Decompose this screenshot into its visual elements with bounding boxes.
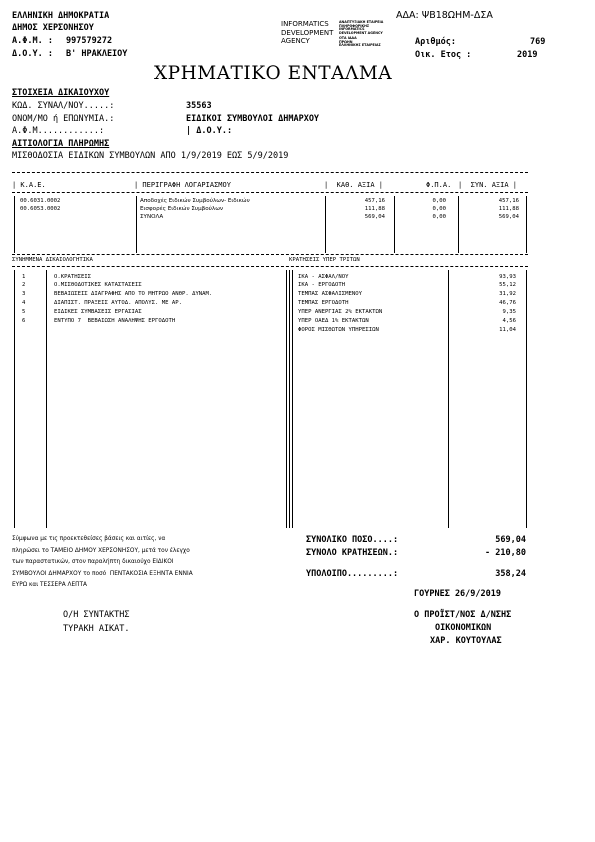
list-item: ΦΟΡΟΣ ΜΙΣΘΩΤΩΝ ΥΠΗΡΕΣΙΩΝ [298,327,379,333]
list-item: ΒΕΒΑΙΩΣΕΙΣ ΔΙΑΓΡΑΦΗΣ ΑΠΟ ΤΟ ΜΗΤΡΩΟ ΑΝΘΡ. ΔΥΝΑΜ. [54,291,213,297]
documents-title: ΣΥΝΗΜΜΕΝΑ ΔΙΚΑΙΟΛΟΓΗΤΙΚΑ [12,257,93,263]
row-net: 569,04 [364,214,385,220]
row-desc: ΣΥΝΟΛΑ [140,214,164,220]
logo-small-text-2: ΟΤΑ ΙΔΑΑ ΠΡΩΗΝ ΕΛΛΗΝΙΚΗΣ ΕΤΑΙΡΕΙΑΣ [339,36,381,48]
table-border [458,196,459,253]
beneficiary-afm-label: Α.Φ.Μ............: [12,126,105,136]
doc-num: 3 [22,291,26,297]
doc-num: 6 [22,318,26,324]
list-item: ΙΚΑ - ΕΡΓΟΔΟΤΗ [298,282,346,288]
list-item: Ο.ΜΙΣΘΟΔΟΤΙΚΕΣ ΚΑΤΑΣΤΑΣΕΙΣ [54,282,142,288]
issuer-line2: ΔΗΜΟΣ ΧΕΡΣΟΝΗΣΟΥ [12,23,94,33]
box-border [526,270,527,528]
list-item: Ο.ΚΡΑΤΗΣΕΙΣ [54,274,92,280]
list-item: ΕΙΔΙΚΕΣ ΣΥΜΒΑΣΕΙΣ ΕΡΓΑΣΙΑΣ [54,309,142,315]
row-desc: Εισφορές Ειδικών Συμβούλων [140,206,224,212]
total-label: ΣΥΝΟΛΙΚΟ ΠΟΣΟ....: [306,535,399,545]
doy-label: Δ.Ο.Υ. : [12,49,53,59]
list-item: ΥΠΕΡ ΑΝΕΡΓΙΑΣ 2% ΕΚΤΑΚΤΩΝ [298,309,383,315]
doc-num: 2 [22,282,26,288]
row-code: 00.6053.0002 [20,206,61,212]
row-total: 457,16 [498,198,519,204]
withholdings-title: ΚΡΑΤΗΣΕΙΣ ΥΠΕΡ ΤΡΙΤΩΝ [289,257,360,263]
doc-num: 5 [22,309,26,315]
beneficiary-code-value: 35563 [186,101,212,111]
note-line: πληρώσει το ΤΑΜΕΙΟ ΔΗΜΟΥ ΧΕΡΣΟΝΗΣΟΥ, μετά τον έλεγχο [12,548,190,554]
box-border [14,270,15,528]
col-header-vat: Φ.Π.Α. [426,181,452,189]
table-border [14,196,15,253]
year-label: Οικ. Ετος : [415,50,472,60]
col-header-desc: | ΠΕΡΙΓΡΑΦΗ ΛΟΓΑΡΙΑΣΜΟΥ [134,181,231,189]
issuer-line1: ΕΛΛΗΝΙΚΗ ΔΗΜΟΚΡΑΤΙΑ [12,11,110,21]
withholding-value: 31,92 [499,291,516,297]
withholding-value: 46,76 [499,300,516,306]
right-signature-sub: ΟΙΚΟΝΟΜΙΚΩΝ [435,623,492,633]
box-border [286,270,287,528]
informatics-logo: INFORMATICS DEVELOPMENT AGENCY [281,20,334,45]
beneficiary-name-label: ΟΝΟΜ/ΜΟ ή ΕΠΩΝΥΜΙΑ.: [12,114,115,124]
row-vat: 0,00 [432,198,446,204]
balance-label: ΥΠΟΛΟΙΠΟ.........: [306,569,399,579]
logo-small-text: ΑΝΑΠΤΥΞΙΑΚΗ ΕΤΑΙΡΕΙΑ ΠΛΗΡΟΦΟΡΙΚΗΣ INFORMATICS DEVELOPMENT AGENCY [339,20,384,35]
box-border [448,270,449,528]
table-border [394,196,395,253]
withholding-value: 55,12 [499,282,516,288]
left-signature-name: ΤΥΡΑΚΗ ΑΙΚΑΤ. [63,624,130,634]
box-border [46,270,47,528]
list-item: ΤΕΜΠΑΣ ΑΣΦΑΛΙΣΜΕΝΟΥ [298,291,362,297]
beneficiary-section-title: ΣΤΟΙΧΕΙΑ ΔΙΚΑΙΟΥΧΟΥ [12,88,110,98]
doc-num: 4 [22,300,26,306]
balance-value: 358,24 [495,569,526,579]
note-line: ΣΥΜΒΟΥΛΟΙ ΔΗΜΑΡΧΟΥ το ποσό ΠΕΝΤΑΚΟΣΙΑ ΕΞΗΝΤΑ ΕΝΝΙΑ [12,571,193,577]
box-border [289,270,290,528]
col-header-code: | Κ.Α.Ε. [12,181,46,189]
withholding-value: 93,93 [499,274,516,280]
doc-num: 1 [22,274,26,280]
beneficiary-doy-label: | Δ.Ο.Υ.: [186,126,233,136]
withholding-value: 9,35 [502,309,516,315]
list-item: ΥΠΕΡ ΟΑΕΔ 1% ΕΚΤΑΚΤΩΝ [298,318,369,324]
row-net: 111,88 [364,206,385,212]
table-top-rule [12,172,528,173]
table-border [526,196,527,253]
withholding-value: 11,04 [499,327,516,333]
number-value: 769 [530,37,546,47]
col-header-total: | ΣΥΝ. ΑΞΙΑ | [458,181,518,189]
col-header-net: | ΚΑΘ. ΑΞΙΑ | [324,181,384,189]
list-item: ΔΙΑΠΙΣΤ. ΠΡΑΞΕΙΣ ΑΥΤΟΔ. ΑΠΟΛΥΣ. ΜΕ ΑΡ. [54,300,182,306]
beneficiary-name-value: ΕΙΔΙΚΟΙ ΣΥΜΒΟΥΛΟΙ ΔΗΜΑΡΧΟΥ [186,114,320,124]
table-border [325,196,326,253]
number-label: Αριθμός: [415,37,456,47]
right-signature-title: Ο ΠΡΟΪΣΤ/ΝΟΣ Δ/ΝΣΗΣ [414,610,512,620]
right-signature-name: ΧΑΡ. ΚΟΥΤΟΥΛΑΣ [430,636,502,646]
year-value: 2019 [517,50,538,60]
total-value: 569,04 [495,535,526,545]
list-item: ΕΝΤΥΠΟ 7 ΒΕΒΑΙΩΣΗ ΑΝΑΛΗΨΗΣ ΕΡΓΟΔΟΤΗ [54,318,176,324]
row-total: 569,04 [498,214,519,220]
list-item: ΤΕΜΠΑΣ ΕΡΓΟΔΟΤΗ [298,300,349,306]
note-line: των παραστατικών, στον παραλήπτη δικαιούχο ΕΙΔΙΚΟΙ [12,559,174,565]
beneficiary-code-label: ΚΩΔ. ΣΥΝΑΛ/ΝΟΥ.....: [12,101,115,111]
ada-code: ΑΔΑ: ΨΒ18ΩΗΜ-ΔΣΑ [396,10,493,21]
afm-value: 997579272 [66,36,113,46]
row-desc: Αποδοχές Ειδικών Συμβούλων- Ειδικών [140,198,250,204]
row-vat: 0,00 [432,206,446,212]
withholding-value: 4,56 [502,318,516,324]
section-rule [12,266,528,267]
row-code: 00.6031.0002 [20,198,61,204]
document-title: ΧΡΗΜΑΤΙΚΟ ΕΝΤΑΛΜΑ [154,63,393,84]
row-net: 457,16 [364,198,385,204]
withholdings-total-label: ΣΥΝΟΛΟ ΚΡΑΤΗΣΕΩΝ.: [306,548,399,558]
note-line: ΕΥΡΩ και ΤΕΣΣΕΡΑ ΛΕΠΤΑ [12,582,88,588]
payment-reason-text: ΜΙΣΘΟΔΟΣΙΑ ΕΙΔΙΚΩΝ ΣΥΜΒΟΥΛΩΝ ΑΠΟ 1/9/2019 ΕΩΣ 5/9/2019 [12,151,289,161]
doy-value: Β' ΗΡΑΚΛΕΙΟΥ [66,49,128,59]
place-date: ΓΟΥΡΝΕΣ 26/9/2019 [414,589,501,599]
row-vat: 0,00 [432,214,446,220]
note-line: Σύμφωνα με τις προεκτεθείσες βάσεις και αιτίες, να [12,536,166,542]
row-total: 111,88 [498,206,519,212]
section-rule [12,254,528,255]
box-border [292,270,293,528]
afm-label: Α.Φ.Μ. : [12,36,53,46]
left-signature-title: Ο/Η ΣΥΝΤΑΚΤΗΣ [63,610,130,620]
table-border [136,196,137,253]
table-header-rule [12,192,528,193]
withholdings-total-value: - 210,80 [485,548,526,558]
list-item: ΙΚΑ - ΑΣΦΑΛ/ΝΟΥ [298,274,349,280]
payment-reason-title: ΑΙΤΙΟΛΟΓΙΑ ΠΛΗΡΩΜΗΣ [12,139,110,149]
